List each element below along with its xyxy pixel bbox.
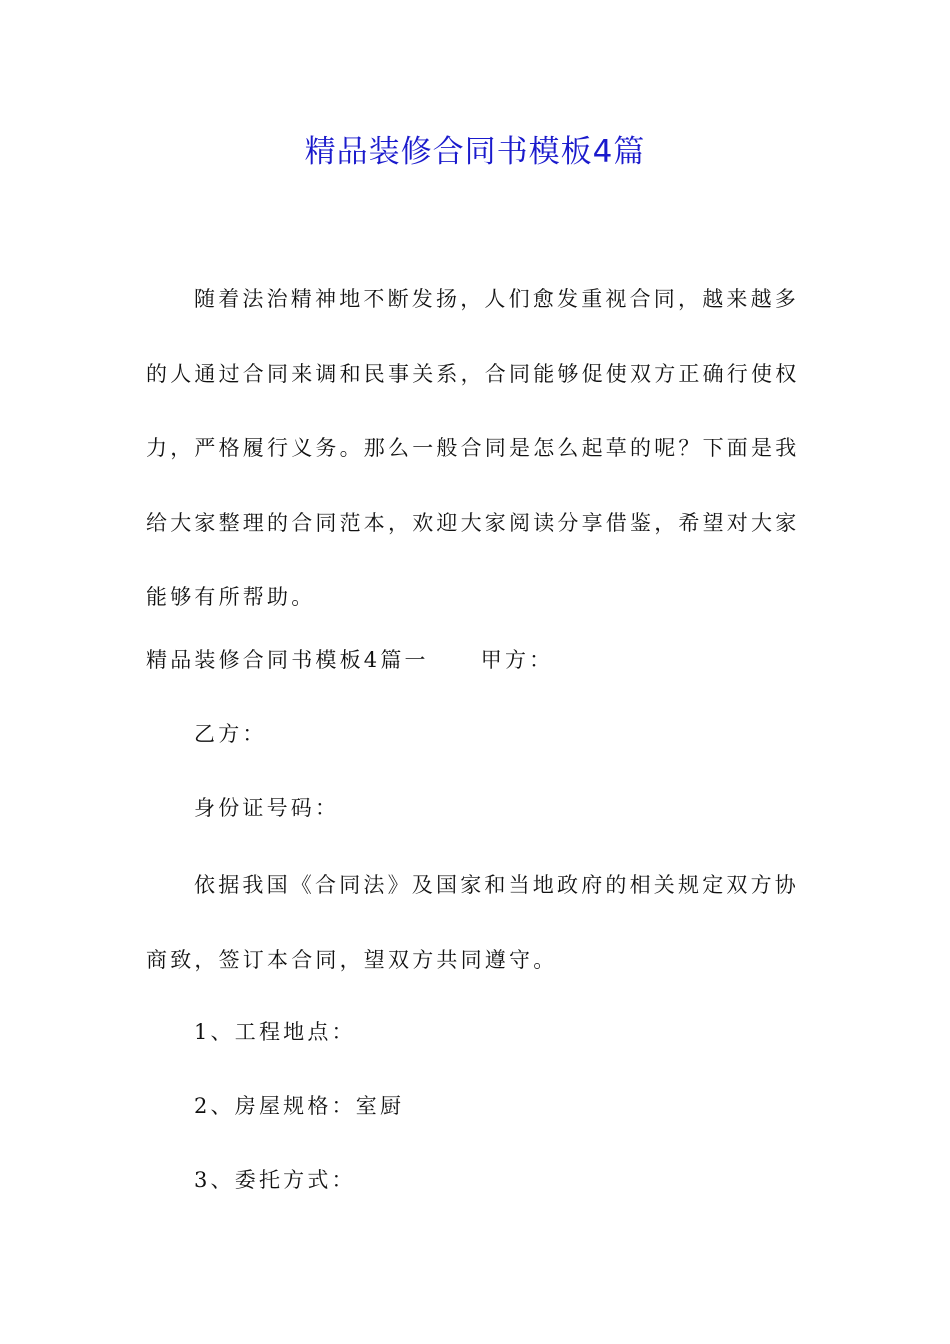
- party-b-label: 乙方：: [194, 722, 267, 746]
- list-item: 1、工程地点：: [194, 1020, 356, 1044]
- list-item: 2、房屋规格：室厨: [194, 1094, 405, 1118]
- intro-paragraph: 随着法治精神地不断发扬，人们愈发重视合同，越来越多的人通过合同来调和民事关系，合同能够促使双方正确行使权力，严格履行义务。那么一般合同是怎么起草的呢？下面是我给大家整理的合同范本，欢迎大家阅读分享借鉴，希望对大家能够有所帮助。: [146, 287, 800, 609]
- list-item: 3、委托方式：: [194, 1168, 356, 1192]
- section-heading: 精品装修合同书模板4篇一: [146, 648, 429, 672]
- section-heading-line: [146, 636, 553, 684]
- party-a-label: 甲方：: [480, 648, 554, 672]
- id-number-label: 身份证号码：: [194, 796, 340, 820]
- basis-paragraph: 依据我国《合同法》及国家和当地政府的相关规定双方协商致，签订本合同，望双方共同遵守。: [146, 873, 799, 972]
- document-title: 精品装修合同书模板4篇: [304, 134, 646, 170]
